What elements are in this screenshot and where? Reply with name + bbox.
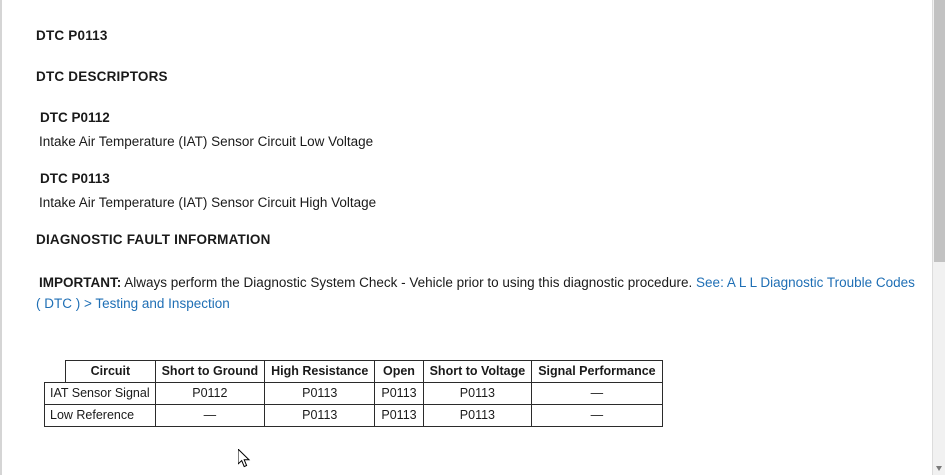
cell-value: — — [532, 383, 662, 405]
section-heading-descriptors: DTC DESCRIPTORS — [36, 69, 168, 84]
cell-value: P0113 — [265, 405, 375, 427]
dtc-code: DTC P0113 — [40, 171, 110, 186]
table-corner-cell — [45, 361, 66, 383]
column-header-short-to-voltage: Short to Voltage — [423, 361, 532, 383]
cell-value: P0113 — [423, 405, 532, 427]
dtc-description: Intake Air Temperature (IAT) Sensor Circuit High Voltage — [39, 195, 377, 210]
mouse-cursor — [238, 449, 252, 469]
dtc-descriptor-item — [36, 171, 376, 210]
scrollbar-thumb[interactable] — [934, 0, 945, 262]
page-title: DTC P0113 — [36, 28, 108, 43]
important-note — [36, 272, 916, 314]
cell-value: P0113 — [423, 383, 532, 405]
section-heading-fault-information: DIAGNOSTIC FAULT INFORMATION — [36, 232, 271, 247]
column-header-short-to-ground: Short to Ground — [155, 361, 265, 383]
cell-value: P0113 — [375, 405, 423, 427]
column-header-open: Open — [375, 361, 423, 383]
dtc-code: DTC P0112 — [40, 110, 110, 125]
vertical-scrollbar[interactable] — [932, 0, 945, 475]
table-row — [45, 383, 663, 405]
fault-information-table — [44, 360, 663, 427]
scroll-down-arrow-icon[interactable] — [933, 462, 945, 475]
diagnostic-system-check-link[interactable]: See: A L L Diagnostic Trouble Codes ( DTC ) > Testing and Inspection — [36, 275, 915, 311]
page-left-border — [0, 0, 2, 475]
column-header-signal-performance: Signal Performance — [532, 361, 662, 383]
column-header-high-resistance: High Resistance — [265, 361, 375, 383]
cell-value: P0113 — [265, 383, 375, 405]
cell-value: — — [532, 405, 662, 427]
dtc-descriptor-item — [36, 110, 373, 149]
row-header-iat-sensor-signal: IAT Sensor Signal — [45, 383, 156, 405]
table-row — [45, 405, 663, 427]
important-text: Always perform the Diagnostic System Check - Vehicle prior to using this diagnostic procedure. — [124, 275, 693, 290]
table-header-row — [45, 361, 663, 383]
row-header-low-reference: Low Reference — [45, 405, 156, 427]
cell-value: — — [155, 405, 265, 427]
dtc-description: Intake Air Temperature (IAT) Sensor Circuit Low Voltage — [39, 134, 374, 149]
cell-value: P0112 — [155, 383, 265, 405]
important-label: IMPORTANT: — [39, 275, 122, 290]
cell-value: P0113 — [375, 383, 423, 405]
column-header-circuit: Circuit — [66, 361, 155, 383]
